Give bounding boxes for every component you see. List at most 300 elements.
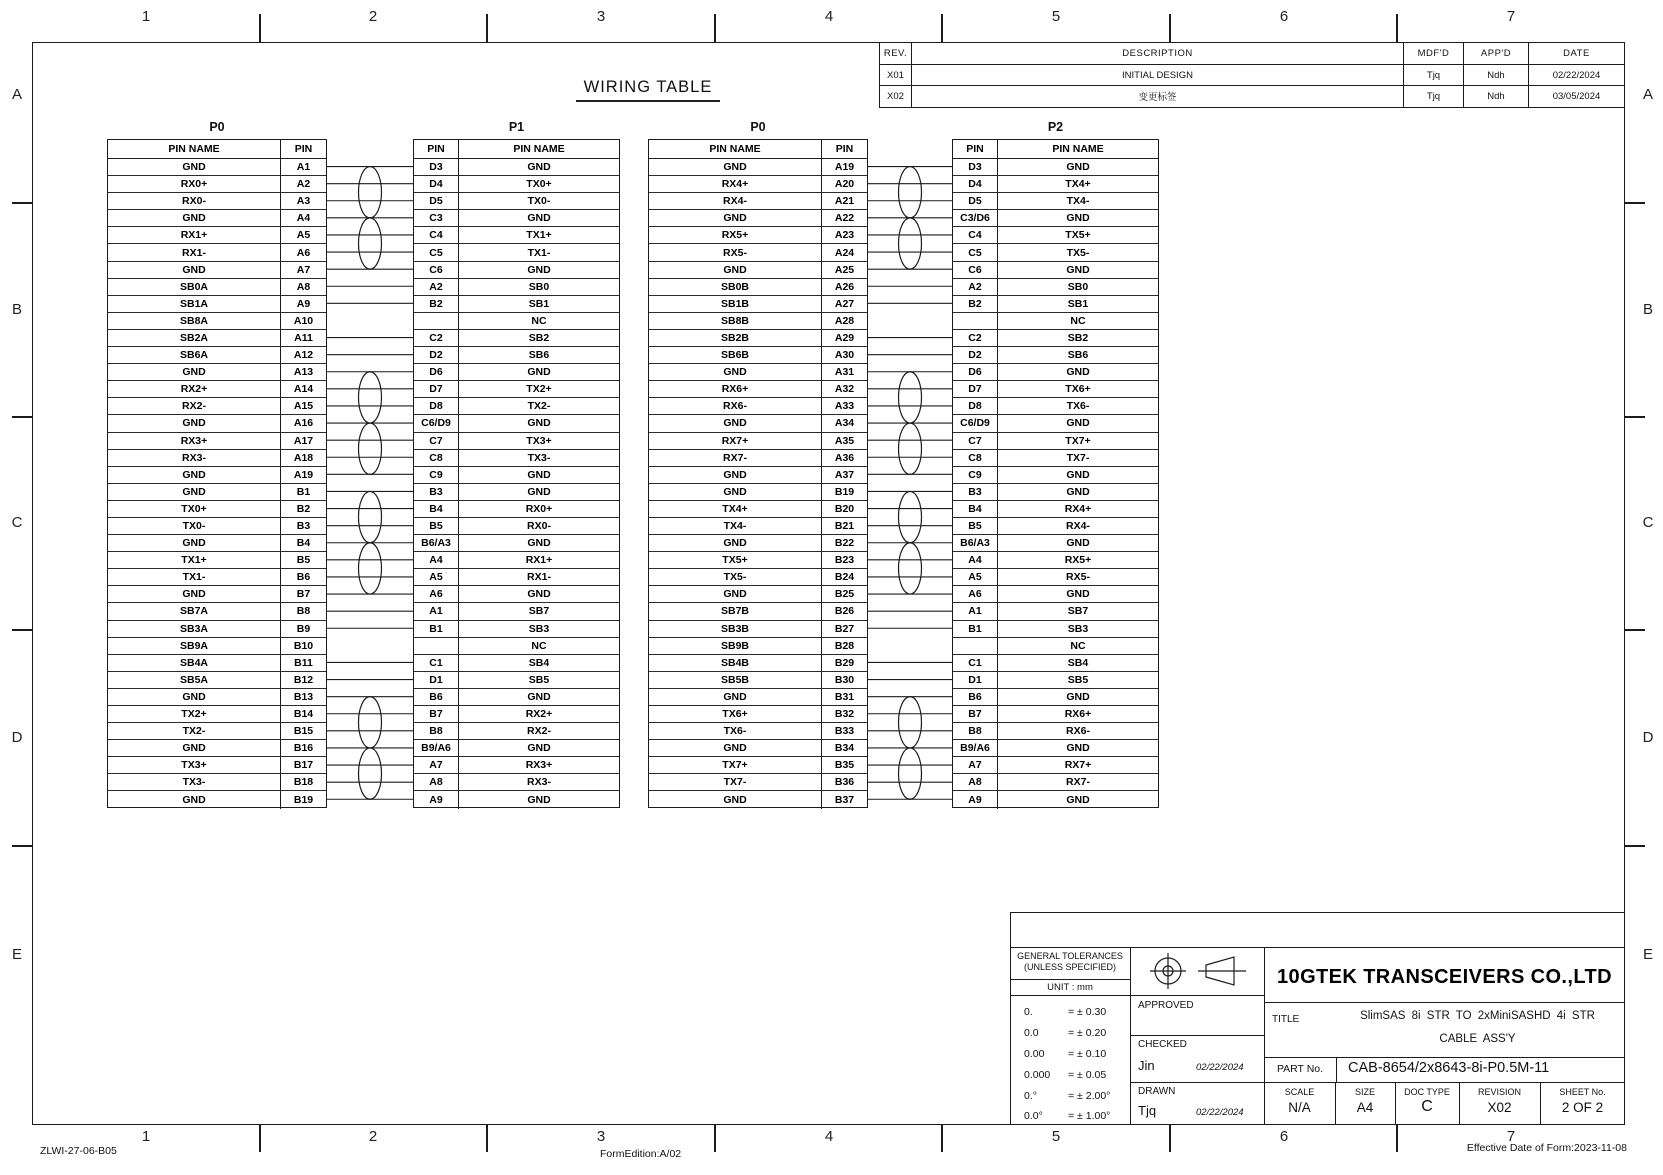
pin-cell: B8 — [414, 723, 459, 739]
pin-cell: A5 — [414, 569, 459, 585]
pin-cell: GND — [1066, 742, 1090, 755]
tolerance-value: = ± 0.30 — [1068, 1006, 1107, 1019]
pin-cell: GND — [527, 417, 551, 430]
table-row — [108, 313, 326, 330]
table-row — [108, 706, 326, 723]
table-row — [108, 227, 326, 244]
pin-cell: B8 — [953, 723, 998, 739]
rev-header-description: DESCRIPTION — [911, 43, 1403, 64]
title-block-line — [1010, 947, 1625, 948]
pin-cell: C5 — [414, 244, 459, 260]
table-row — [649, 774, 867, 791]
table-row — [953, 176, 1158, 193]
table-row — [649, 227, 867, 244]
grid-row-label: E — [1642, 946, 1653, 963]
table-row — [649, 518, 867, 535]
pin-cell: B26 — [834, 605, 855, 618]
pin-cell: TX3+ — [526, 434, 552, 447]
pin-cell: GND — [649, 535, 822, 551]
pin-cell: A37 — [834, 468, 855, 481]
pin-cell: TX4- — [1066, 195, 1090, 208]
checked-name: Jin — [1138, 1058, 1155, 1073]
pin-cell: GND — [649, 740, 822, 756]
rev-header-mdfd: MDF'D — [1403, 43, 1463, 64]
pin-cell: C6 — [953, 262, 998, 278]
pin-cell: GND — [1066, 537, 1090, 550]
pin-cell: TX5- — [649, 569, 822, 585]
table-row — [108, 655, 326, 672]
table-row — [649, 552, 867, 569]
title-block-line — [1010, 995, 1264, 996]
grid-row-label: E — [11, 946, 22, 963]
pin-cell: B5 — [953, 518, 998, 534]
sheet-value: 2 OF 2 — [1561, 1100, 1604, 1115]
pin-cell: B7 — [414, 706, 459, 722]
pin-cell: C6/D9 — [953, 415, 998, 431]
pin-cell: TX3+ — [108, 757, 281, 773]
pin-cell: SB7A — [108, 603, 281, 619]
table-row — [953, 706, 1158, 723]
pin-cell: TX4+ — [1065, 178, 1091, 191]
pin-cell: A3 — [296, 195, 311, 208]
pin-cell: RX4- — [1066, 520, 1090, 533]
sheet-label: SHEET No. — [1559, 1087, 1606, 1097]
table-row — [108, 689, 326, 706]
table-row — [414, 210, 619, 227]
tolerance-item — [1024, 1085, 1124, 1106]
table-row — [108, 398, 326, 415]
table-row — [108, 364, 326, 381]
table-row — [414, 518, 619, 535]
pin-cell: B34 — [834, 742, 855, 755]
scale-label: SCALE — [1284, 1087, 1315, 1097]
pin-cell: RX3+ — [525, 759, 553, 772]
twisted-pair-symbol — [899, 748, 922, 799]
pin-cell: RX2- — [108, 398, 281, 414]
revision-label: REVISION — [1477, 1087, 1521, 1097]
table-row — [649, 415, 867, 432]
pin-cell: SB1B — [649, 296, 822, 312]
pin-cell: A1 — [296, 161, 311, 174]
table-row — [953, 757, 1158, 774]
pin-table — [107, 139, 327, 808]
table-row — [108, 791, 326, 808]
title-block-line — [1010, 979, 1130, 980]
rev-header-rev: REV. — [883, 48, 908, 60]
table-row — [953, 672, 1158, 689]
pin-cell: GND — [108, 210, 281, 226]
tolerance-value: = ± 0.05 — [1068, 1068, 1107, 1081]
pin-cell: SB0 — [528, 280, 550, 293]
grid-col-label: 1 — [141, 8, 151, 25]
table-row — [414, 467, 619, 484]
pin-cell: C9 — [953, 467, 998, 483]
pin-cell: A7 — [414, 757, 459, 773]
twisted-pair-symbol — [899, 167, 922, 218]
pin-cell: TX0+ — [526, 178, 552, 191]
table-row — [108, 347, 326, 364]
table-row — [108, 723, 326, 740]
table-row — [649, 262, 867, 279]
pin-cell: B7 — [953, 706, 998, 722]
grid-tick — [486, 1125, 488, 1152]
table-row — [108, 518, 326, 535]
doc-type-value: C — [1421, 1098, 1433, 1115]
column-header: PIN NAME — [513, 143, 565, 155]
column-header: PIN — [835, 143, 854, 155]
pin-cell: GND — [1066, 161, 1090, 174]
table-row — [414, 672, 619, 689]
pin-cell: A35 — [834, 434, 855, 447]
table-row — [108, 381, 326, 398]
pin-cell: A24 — [834, 246, 855, 259]
grid-col-label: 3 — [596, 1128, 606, 1145]
pin-cell: C3/D6 — [953, 210, 998, 226]
pin-cell: B9/A6 — [953, 740, 998, 756]
table-row — [953, 774, 1158, 791]
table-row — [953, 364, 1158, 381]
pin-cell: GND — [649, 364, 822, 380]
table-row — [108, 159, 326, 176]
pin-cell: RX2+ — [525, 708, 553, 721]
pin-cell: C7 — [414, 433, 459, 449]
pin-cell: TX2- — [527, 400, 551, 413]
table-row — [649, 398, 867, 415]
pin-cell: B31 — [834, 690, 855, 703]
table-row — [414, 159, 619, 176]
table-row — [108, 210, 326, 227]
pin-cell: A8 — [953, 774, 998, 790]
table-row — [649, 176, 867, 193]
pin-cell: B37 — [834, 794, 855, 807]
connector-title: P0 — [209, 120, 225, 134]
column-header: PIN — [294, 143, 313, 155]
pin-cell: B9 — [296, 622, 311, 635]
twisted-pair-symbol — [359, 372, 382, 423]
pin-cell: RX6+ — [1064, 708, 1092, 721]
rev-cell: INITIAL DESIGN — [911, 64, 1403, 85]
pin-cell: C3 — [414, 210, 459, 226]
pin-cell: B3 — [953, 484, 998, 500]
pin-cell: D6 — [414, 364, 459, 380]
table-row — [108, 296, 326, 313]
table-row — [953, 159, 1158, 176]
tolerance-value: = ± 1.00° — [1068, 1110, 1111, 1123]
pin-cell: B27 — [834, 622, 855, 635]
pin-cell: SB6 — [528, 349, 550, 362]
pin-cell: C9 — [414, 467, 459, 483]
column-header: PIN NAME — [108, 140, 281, 158]
grid-tick — [714, 1125, 716, 1152]
pin-cell: TX6- — [1066, 400, 1090, 413]
pin-cell: TX6+ — [649, 706, 822, 722]
tolerance-item — [1024, 1044, 1124, 1065]
pin-cell: A7 — [296, 263, 311, 276]
pin-cell: GND — [1066, 468, 1090, 481]
pin-cell: SB1A — [108, 296, 281, 312]
tolerance-code: 0.° — [1024, 1089, 1037, 1102]
pin-cell: TX1+ — [526, 229, 552, 242]
table-row — [649, 672, 867, 689]
pin-cell: A1 — [414, 603, 459, 619]
table-row — [953, 791, 1158, 808]
pin-cell: A12 — [293, 349, 314, 362]
pin-cell: TX5- — [1066, 246, 1090, 259]
pin-cell: SB4B — [649, 655, 822, 671]
table-row — [649, 484, 867, 501]
pin-cell: A8 — [414, 774, 459, 790]
pin-cell: A17 — [293, 434, 314, 447]
grid-row-label: D — [11, 729, 23, 746]
pin-cell: A25 — [834, 263, 855, 276]
pin-cell: D3 — [953, 159, 998, 175]
table-row — [108, 535, 326, 552]
title-block-line — [1130, 1082, 1625, 1083]
grid-row-label: B — [11, 301, 22, 318]
pin-cell: SB3 — [528, 622, 550, 635]
pin-cell: B25 — [834, 588, 855, 601]
pin-cell: SB2 — [1067, 331, 1089, 344]
grid-tick — [1625, 845, 1645, 847]
pin-cell: GND — [1066, 212, 1090, 225]
table-row — [649, 244, 867, 261]
pin-cell: SB4 — [1067, 656, 1089, 669]
pin-cell: SB4 — [528, 656, 550, 669]
table-row — [108, 176, 326, 193]
pin-cell: RX4- — [649, 193, 822, 209]
pin-cell: B33 — [834, 725, 855, 738]
pin-cell: GND — [527, 161, 551, 174]
unit-label: UNIT : mm — [1047, 982, 1093, 993]
pin-cell: RX1+ — [525, 554, 553, 567]
pin-cell: A31 — [834, 366, 855, 379]
pin-cell: SB2A — [108, 330, 281, 346]
pin-cell: GND — [1066, 690, 1090, 703]
table-row — [414, 398, 619, 415]
pin-cell: NC — [1070, 639, 1086, 652]
table-row — [953, 603, 1158, 620]
pin-cell: B6 — [414, 689, 459, 705]
tolerance-code: 0.0 — [1024, 1027, 1039, 1040]
pin-cell: TX0+ — [108, 501, 281, 517]
pin-cell: SB2B — [649, 330, 822, 346]
pin-cell: B30 — [834, 673, 855, 686]
table-row — [649, 450, 867, 467]
connector-title: P0 — [750, 120, 766, 134]
pin-cell: A32 — [834, 383, 855, 396]
part-no-value: CAB-8654/2x8643-8i-P0.5M-11 — [1348, 1060, 1550, 1076]
table-row — [414, 450, 619, 467]
pin-cell: A20 — [834, 178, 855, 191]
pin-cell: SB3B — [649, 621, 822, 637]
pin-cell: GND — [1066, 485, 1090, 498]
pin-cell: C2 — [953, 330, 998, 346]
pin-cell: SB5 — [1067, 673, 1089, 686]
twisted-pair-symbol — [899, 491, 922, 542]
table-row — [649, 791, 867, 808]
pin-cell: TX7- — [1066, 451, 1090, 464]
pin-cell: GND — [108, 415, 281, 431]
table-row — [108, 603, 326, 620]
revision-table — [879, 42, 1625, 108]
pin-cell: B19 — [293, 794, 314, 807]
pin-cell: GND — [527, 485, 551, 498]
pin-cell: C7 — [953, 433, 998, 449]
pin-cell: TX4- — [649, 518, 822, 534]
pin-cell: B7 — [296, 588, 311, 601]
pin-cell — [414, 638, 459, 654]
table-row — [414, 330, 619, 347]
pin-cell: A2 — [296, 178, 311, 191]
twisted-pair-symbol — [359, 748, 382, 799]
wire-connections — [868, 158, 952, 808]
pin-table-header — [108, 140, 326, 159]
pin-cell: SB1 — [528, 297, 550, 310]
grid-col-label: 6 — [1279, 1128, 1289, 1145]
tolerance-code: 0. — [1024, 1006, 1033, 1019]
table-row — [414, 535, 619, 552]
pin-cell: A1 — [953, 603, 998, 619]
pin-cell: RX0- — [108, 193, 281, 209]
pin-cell: B13 — [293, 690, 314, 703]
table-row — [953, 381, 1158, 398]
column-header: PIN — [953, 140, 998, 158]
tolerance-list — [1024, 1002, 1124, 1127]
pin-cell: RX7- — [1066, 776, 1090, 789]
pin-cell: A2 — [953, 279, 998, 295]
grid-tick — [1625, 416, 1645, 418]
table-row — [414, 740, 619, 757]
company-name: 10GTEK TRANSCEIVERS CO.,LTD — [1277, 966, 1612, 988]
pin-cell: A34 — [834, 417, 855, 430]
table-row — [108, 244, 326, 261]
pin-cell: SB7B — [649, 603, 822, 619]
pin-cell: B20 — [834, 502, 855, 515]
table-row — [953, 518, 1158, 535]
pin-cell: GND — [649, 467, 822, 483]
table-row — [108, 450, 326, 467]
grid-col-label: 6 — [1279, 8, 1289, 25]
pin-cell: B4 — [953, 501, 998, 517]
pin-cell: SB6A — [108, 347, 281, 363]
table-row — [108, 552, 326, 569]
part-no-label: PART No. — [1276, 1063, 1324, 1075]
pin-cell: TX3- — [527, 451, 551, 464]
pin-cell: D8 — [414, 398, 459, 414]
pin-cell: GND — [1066, 263, 1090, 276]
table-row — [108, 193, 326, 210]
pin-cell: GND — [1066, 366, 1090, 379]
pin-cell: B28 — [834, 639, 855, 652]
rev-cell: Tjq — [1403, 64, 1463, 85]
pin-cell: RX5- — [1066, 571, 1090, 584]
tolerance-item — [1024, 1023, 1124, 1044]
tolerance-item — [1024, 1106, 1124, 1127]
table-row — [414, 774, 619, 791]
grid-tick — [714, 14, 716, 42]
pin-cell: B8 — [296, 605, 311, 618]
pin-cell: C4 — [414, 227, 459, 243]
grid-tick — [259, 14, 261, 42]
grid-tick — [12, 629, 32, 631]
pin-cell: B24 — [834, 571, 855, 584]
pin-cell: GND — [108, 467, 281, 483]
form-code: ZLWI-27-06-B05 — [40, 1145, 117, 1157]
table-row — [953, 586, 1158, 603]
pin-cell: GND — [1066, 417, 1090, 430]
table-row — [649, 313, 867, 330]
pin-cell: SB0A — [108, 279, 281, 295]
pin-cell: D7 — [953, 381, 998, 397]
pin-cell: B1 — [296, 485, 311, 498]
pin-cell: TX4+ — [649, 501, 822, 517]
drawing-title-line2: CABLE ASS'Y — [1439, 1033, 1516, 1045]
pin-cell: SB2 — [528, 331, 550, 344]
pin-cell: A7 — [953, 757, 998, 773]
table-row — [953, 347, 1158, 364]
pin-cell: D6 — [953, 364, 998, 380]
pin-cell: TX6- — [649, 723, 822, 739]
table-row — [414, 689, 619, 706]
column-header: PIN — [414, 140, 459, 158]
pin-cell: B19 — [834, 485, 855, 498]
grid-tick — [12, 202, 32, 204]
table-row — [649, 381, 867, 398]
pin-cell: SB7 — [1067, 605, 1089, 618]
title-block-line — [1264, 1002, 1625, 1003]
table-row — [953, 638, 1158, 655]
pin-cell: TX6+ — [1065, 383, 1091, 396]
pin-cell: A4 — [414, 552, 459, 568]
grid-tick — [941, 14, 943, 42]
pin-cell: A19 — [293, 468, 314, 481]
doc-type-label: DOC TYPE — [1404, 1087, 1450, 1097]
table-row — [649, 210, 867, 227]
pin-cell: SB6 — [1067, 349, 1089, 362]
rev-cell: Ndh — [1463, 64, 1528, 85]
table-row — [953, 501, 1158, 518]
pin-cell: SB9B — [649, 638, 822, 654]
rev-cell: 02/22/2024 — [1528, 64, 1624, 85]
pin-cell: GND — [108, 364, 281, 380]
grid-col-label: 4 — [824, 8, 834, 25]
table-row — [108, 586, 326, 603]
pin-cell: A18 — [293, 451, 314, 464]
pin-cell: RX2+ — [108, 381, 281, 397]
table-row — [953, 740, 1158, 757]
tolerances-header-line2: (UNLESS SPECIFIED) — [1023, 962, 1117, 972]
pin-cell: RX6+ — [649, 381, 822, 397]
table-row — [414, 262, 619, 279]
pin-cell: TX0- — [108, 518, 281, 534]
pin-cell: NC — [531, 639, 547, 652]
grid-col-label: 2 — [368, 8, 378, 25]
pin-cell: D2 — [414, 347, 459, 363]
pin-cell: B3 — [296, 520, 311, 533]
table-row — [108, 262, 326, 279]
pin-cell: D2 — [953, 347, 998, 363]
table-row — [108, 740, 326, 757]
pin-cell: RX4+ — [649, 176, 822, 192]
pin-cell: B17 — [293, 759, 314, 772]
pin-cell: SB4A — [108, 655, 281, 671]
pin-cell: A19 — [834, 161, 855, 174]
rev-cell: Ndh — [1463, 85, 1528, 106]
pin-cell: RX6- — [649, 398, 822, 414]
grid-row-label: C — [11, 514, 23, 531]
pin-cell: A5 — [953, 569, 998, 585]
pin-cell: GND — [527, 690, 551, 703]
